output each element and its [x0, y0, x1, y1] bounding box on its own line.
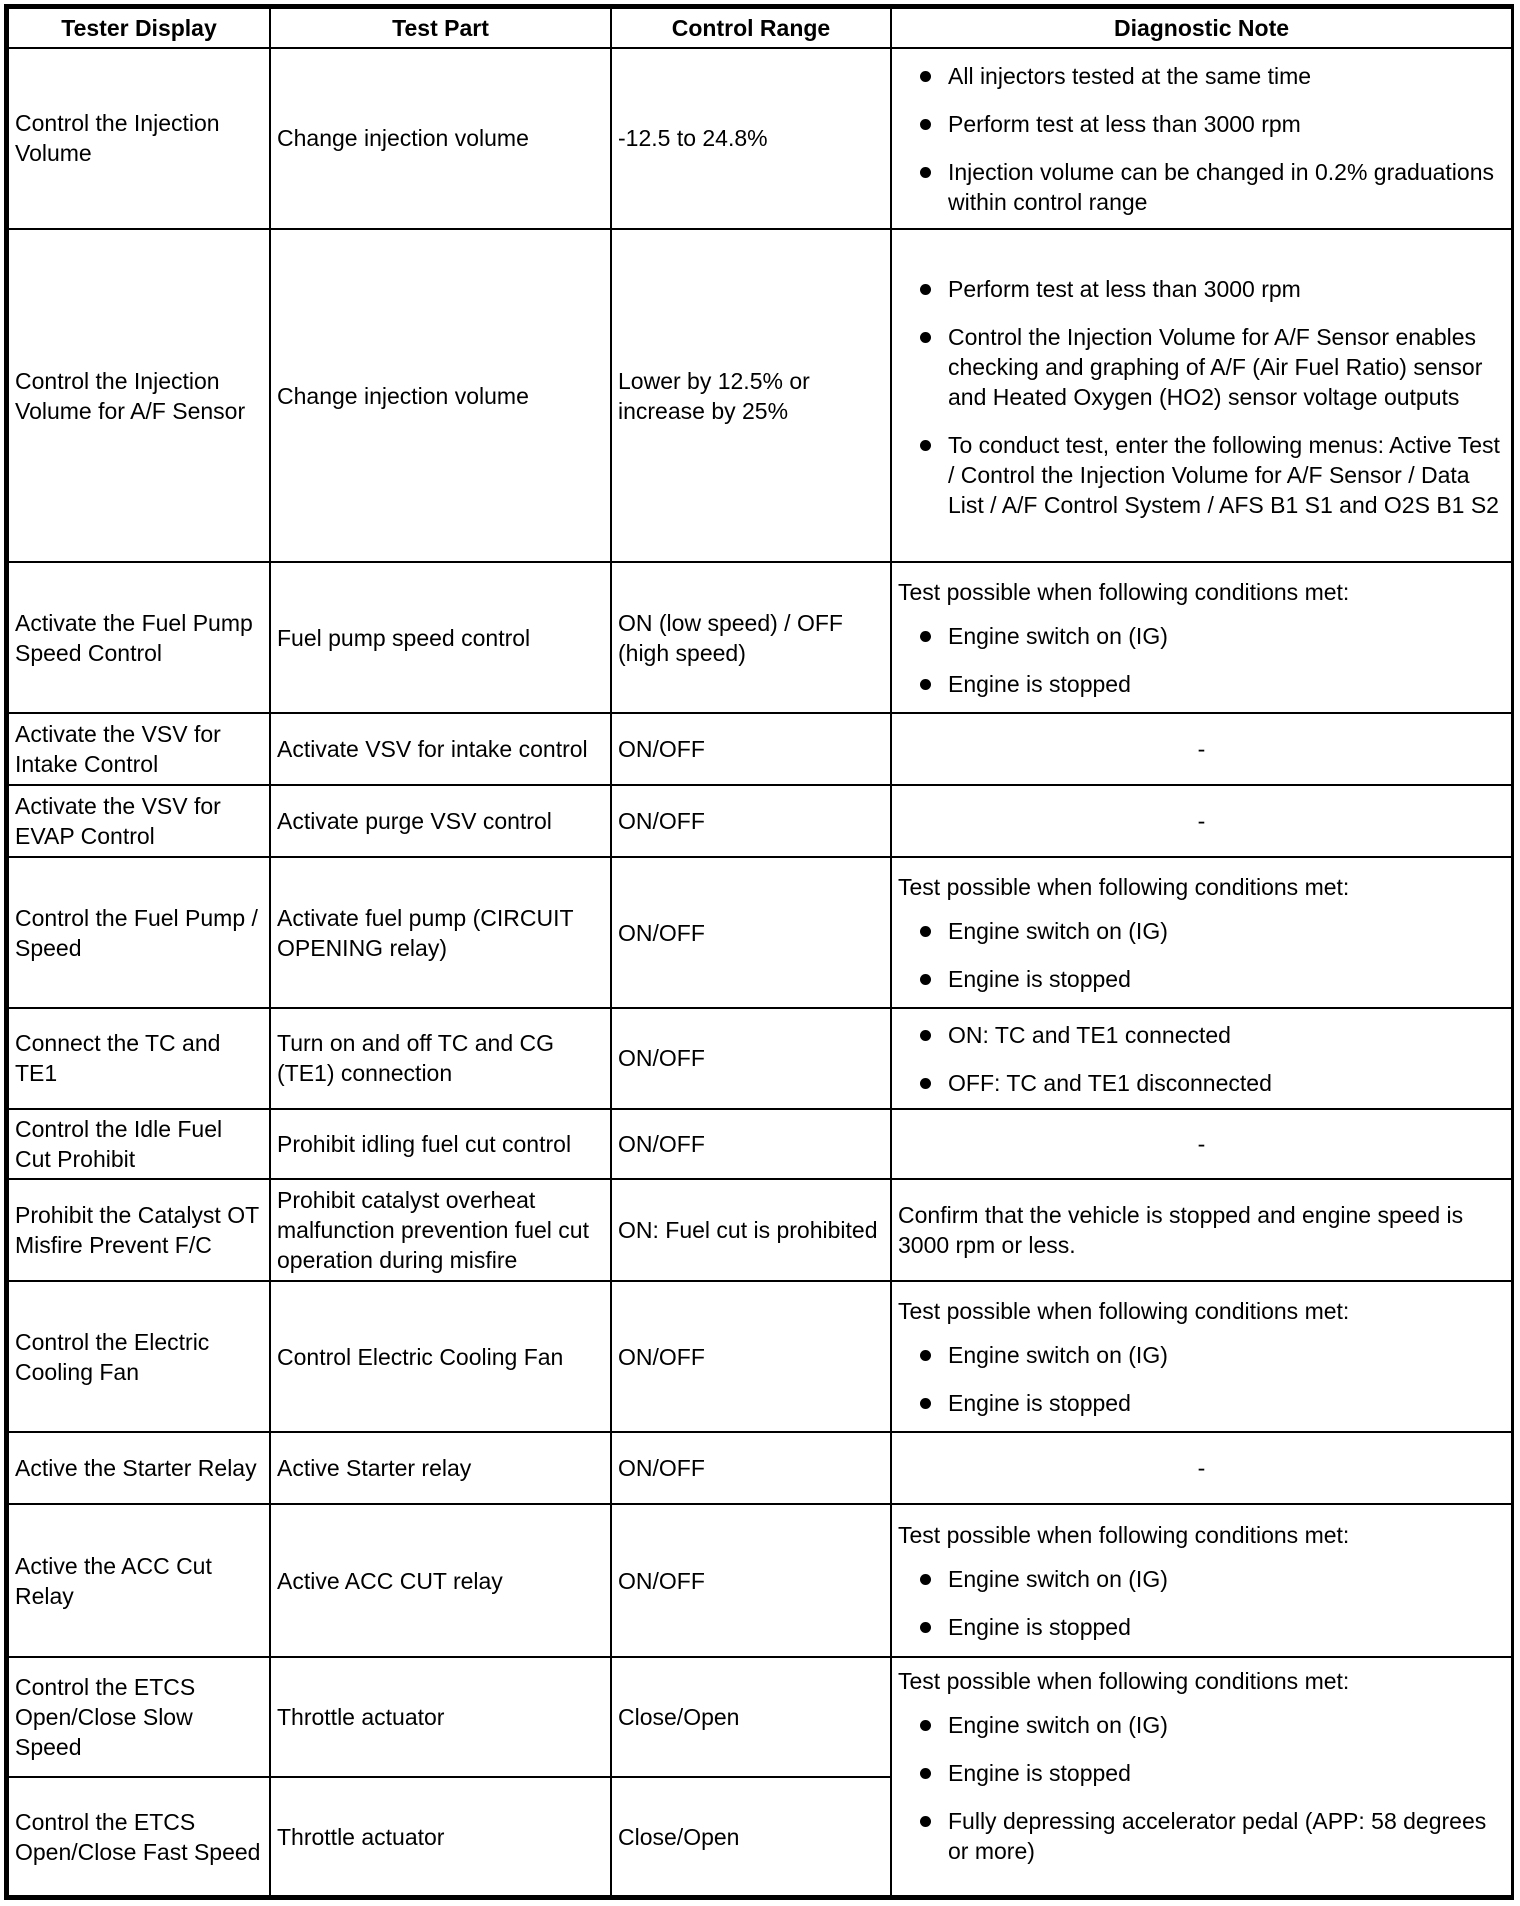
- control-range-cell: ON: Fuel cut is prohibited: [611, 1179, 891, 1281]
- bullet-icon: [920, 1398, 931, 1409]
- note-item: To conduct test, enter the following menus: Active Test / Control the Injection Volume for A/F Sensor / Data List / A/F Control System / AFS B1 S1 and O2S B1 S2: [898, 430, 1505, 520]
- tester-display-cell: Activate the VSV for Intake Control: [8, 713, 270, 785]
- diagnostic-note-cell: [891, 857, 1512, 1008]
- diagnostic-note-cell: [891, 48, 1512, 229]
- tester-display-cell: Activate the VSV for EVAP Control: [8, 785, 270, 857]
- note-item: Fully depressing accelerator pedal (APP: 58 degrees or more): [898, 1806, 1505, 1866]
- control-range-cell: ON/OFF: [611, 785, 891, 857]
- note-item: Engine is stopped: [898, 669, 1505, 699]
- note-item: Engine switch on (IG): [898, 1340, 1505, 1370]
- note-item: ON: TC and TE1 connected: [898, 1020, 1505, 1050]
- test-part-cell: Control Electric Cooling Fan: [270, 1281, 611, 1432]
- control-range-cell: ON/OFF: [611, 1504, 891, 1657]
- note-item: Injection volume can be changed in 0.2% graduations within control range: [898, 157, 1505, 217]
- test-part-cell: Throttle actuator: [270, 1777, 611, 1896]
- control-range-cell: ON (low speed) / OFF (high speed): [611, 562, 891, 713]
- bullet-icon: [920, 1622, 931, 1633]
- bullet-icon: [920, 679, 931, 690]
- test-part-cell: Change injection volume: [270, 48, 611, 229]
- note-lead: Test possible when following conditions met:: [898, 578, 1350, 605]
- note-item: Engine is stopped: [898, 1388, 1505, 1418]
- note-item: Control the Injection Volume for A/F Sensor enables checking and graphing of A/F (Air Fuel Ratio) sensor and Heated Oxygen (HO2) sensor voltage outputs: [898, 322, 1505, 412]
- test-part-cell: Throttle actuator: [270, 1657, 611, 1778]
- control-range-cell: ON/OFF: [611, 1281, 891, 1432]
- active-test-table-page: [4, 4, 1514, 1900]
- note-list: [898, 274, 1505, 520]
- note-list: [898, 1340, 1505, 1418]
- header-diagnostic-note: Diagnostic Note: [891, 8, 1512, 48]
- control-range-cell: ON/OFF: [611, 1432, 891, 1504]
- bullet-icon: [920, 1078, 931, 1089]
- note-lead: Test possible when following conditions met:: [898, 1521, 1350, 1548]
- note-item: Engine is stopped: [898, 1612, 1505, 1642]
- tester-display-cell: Connect the TC and TE1: [8, 1008, 270, 1108]
- tester-display-cell: Activate the Fuel Pump Speed Control: [8, 562, 270, 713]
- test-part-cell: Activate purge VSV control: [270, 785, 611, 857]
- test-part-cell: Fuel pump speed control: [270, 562, 611, 713]
- diagnostic-note-cell: -: [891, 785, 1512, 857]
- tester-display-cell: Active the ACC Cut Relay: [8, 1504, 270, 1657]
- table-row: [8, 1504, 1512, 1657]
- tester-display-cell: Active the Starter Relay: [8, 1432, 270, 1504]
- bullet-icon: [920, 332, 931, 343]
- diagnostic-note-cell: -: [891, 713, 1512, 785]
- table-row: [8, 1179, 1512, 1281]
- table-row: [8, 1109, 1512, 1179]
- tester-display-cell: Control the Idle Fuel Cut Prohibit: [8, 1109, 270, 1179]
- tester-display-cell: Control the Fuel Pump / Speed: [8, 857, 270, 1008]
- table-row: [8, 1657, 1512, 1778]
- test-part-cell: Change injection volume: [270, 229, 611, 562]
- table-row: [8, 1281, 1512, 1432]
- diagnostic-note-cell: [891, 1281, 1512, 1432]
- bullet-icon: [920, 284, 931, 295]
- control-range-cell: Close/Open: [611, 1657, 891, 1778]
- control-range-cell: ON/OFF: [611, 857, 891, 1008]
- diagnostic-note-cell: [891, 1008, 1512, 1108]
- table-row: [8, 48, 1512, 229]
- table-row: [8, 562, 1512, 713]
- diagnostic-note-cell: [891, 1179, 1512, 1281]
- bullet-icon: [920, 1574, 931, 1585]
- bullet-icon: [920, 167, 931, 178]
- control-range-cell: ON/OFF: [611, 1008, 891, 1108]
- bullet-icon: [920, 71, 931, 82]
- control-range-cell: Lower by 12.5% or increase by 25%: [611, 229, 891, 562]
- note-list: [898, 1564, 1505, 1642]
- header-control-range: Control Range: [611, 8, 891, 48]
- bullet-icon: [920, 1350, 931, 1361]
- table-header-row: [8, 8, 1512, 48]
- note-item: Engine switch on (IG): [898, 1564, 1505, 1594]
- note-item: Engine switch on (IG): [898, 916, 1505, 946]
- note-lead: Test possible when following conditions met:: [898, 873, 1350, 900]
- bullet-icon: [920, 1768, 931, 1779]
- header-tester-display: Tester Display: [8, 8, 270, 48]
- note-list: [898, 1020, 1505, 1098]
- diagnostic-note-cell: [891, 562, 1512, 713]
- note-lead: Test possible when following conditions met:: [898, 1667, 1350, 1694]
- control-range-cell: Close/Open: [611, 1777, 891, 1896]
- diagnostic-note-cell: -: [891, 1109, 1512, 1179]
- note-list: [898, 916, 1505, 994]
- note-list: [898, 1710, 1505, 1866]
- table-row: [8, 1432, 1512, 1504]
- control-range-cell: ON/OFF: [611, 1109, 891, 1179]
- bullet-icon: [920, 631, 931, 642]
- diagnostic-note-cell: [891, 229, 1512, 562]
- control-range-cell: ON/OFF: [611, 713, 891, 785]
- note-lead: Test possible when following conditions met:: [898, 1297, 1350, 1324]
- note-item: Engine is stopped: [898, 964, 1505, 994]
- diagnostic-note-cell: [891, 1657, 1512, 1896]
- diagnostic-note-cell: [891, 1504, 1512, 1657]
- test-part-cell: Activate fuel pump (CIRCUIT OPENING relay): [270, 857, 611, 1008]
- note-item: Perform test at less than 3000 rpm: [898, 109, 1505, 139]
- test-part-cell: Turn on and off TC and CG (TE1) connection: [270, 1008, 611, 1108]
- test-part-cell: Prohibit catalyst overheat malfunction prevention fuel cut operation during misfire: [270, 1179, 611, 1281]
- tester-display-cell: Control the Electric Cooling Fan: [8, 1281, 270, 1432]
- note-list: [898, 621, 1505, 699]
- bullet-icon: [920, 119, 931, 130]
- test-part-cell: Active Starter relay: [270, 1432, 611, 1504]
- note-item: All injectors tested at the same time: [898, 61, 1505, 91]
- bullet-icon: [920, 974, 931, 985]
- test-part-cell: Active ACC CUT relay: [270, 1504, 611, 1657]
- control-range-cell: -12.5 to 24.8%: [611, 48, 891, 229]
- note-item: Engine switch on (IG): [898, 1710, 1505, 1740]
- table-row: [8, 785, 1512, 857]
- bullet-icon: [920, 926, 931, 937]
- bullet-icon: [920, 1030, 931, 1041]
- tester-display-cell: Control the Injection Volume for A/F Sensor: [8, 229, 270, 562]
- note-item: Engine is stopped: [898, 1758, 1505, 1788]
- table-row: [8, 713, 1512, 785]
- note-text: Confirm that the vehicle is stopped and engine speed is 3000 rpm or less.: [898, 1202, 1464, 1259]
- test-part-cell: Activate VSV for intake control: [270, 713, 611, 785]
- diagnostic-note-cell: -: [891, 1432, 1512, 1504]
- active-test-table: [7, 7, 1513, 1897]
- bullet-icon: [920, 1816, 931, 1827]
- bullet-icon: [920, 440, 931, 451]
- tester-display-cell: Control the Injection Volume: [8, 48, 270, 229]
- note-item: Perform test at less than 3000 rpm: [898, 274, 1505, 304]
- note-item: OFF: TC and TE1 disconnected: [898, 1068, 1505, 1098]
- tester-display-cell: Control the ETCS Open/Close Slow Speed: [8, 1657, 270, 1778]
- note-item: Engine switch on (IG): [898, 621, 1505, 651]
- bullet-icon: [920, 1720, 931, 1731]
- note-list: [898, 61, 1505, 217]
- tester-display-cell: Control the ETCS Open/Close Fast Speed: [8, 1777, 270, 1896]
- test-part-cell: Prohibit idling fuel cut control: [270, 1109, 611, 1179]
- header-test-part: Test Part: [270, 8, 611, 48]
- table-row: [8, 1008, 1512, 1108]
- table-row: [8, 229, 1512, 562]
- table-row: [8, 857, 1512, 1008]
- tester-display-cell: Prohibit the Catalyst OT Misfire Prevent F/C: [8, 1179, 270, 1281]
